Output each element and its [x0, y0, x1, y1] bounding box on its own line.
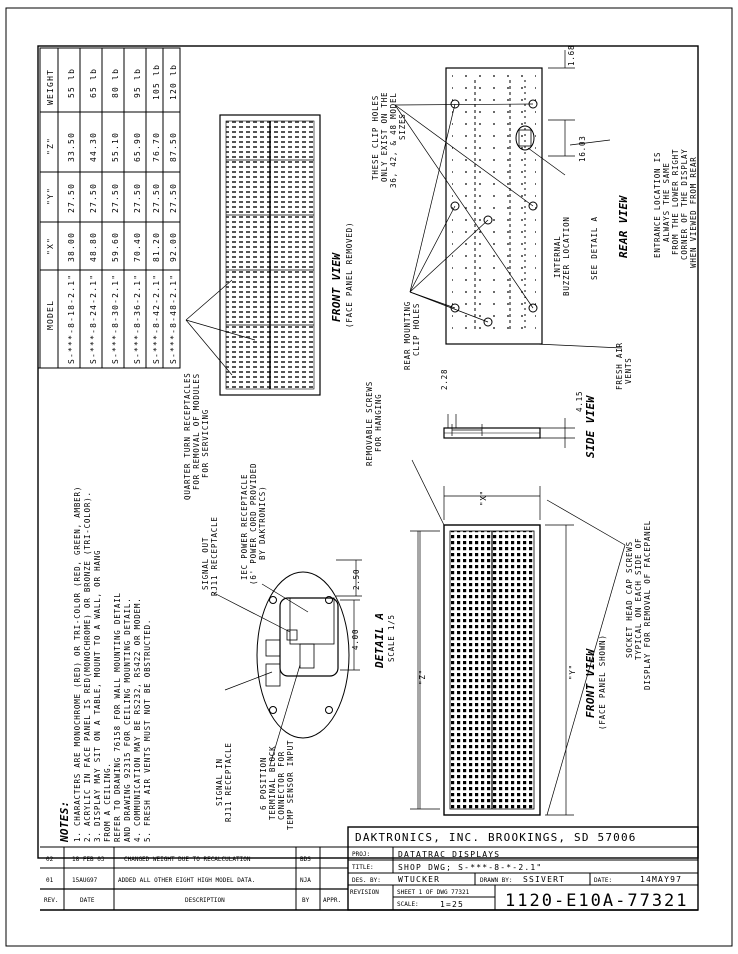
front-view-removed-subtitle: (FACE PANEL REMOVED): [345, 221, 354, 328]
drawing-number: 1120-E10A-77321: [505, 891, 689, 911]
table-cell: S-***-8-42-2.1": [152, 273, 161, 364]
dim-1603: 16.03: [578, 135, 587, 162]
front-view-removed-title: FRONT VIEW: [330, 252, 343, 322]
table-cell: S-***-8-48-2.1": [169, 273, 178, 364]
clip-holes-callout: THESE CLIP HOLES: [371, 94, 380, 180]
front-view-shown-title: FRONT VIEW: [584, 648, 597, 718]
rev-header: DATE: [80, 897, 95, 904]
detail-a-dims: [212, 560, 362, 765]
table-cell: 95 lb: [133, 67, 142, 98]
note-line: REFER TO DRAWING 76158 FOR WALL MOUNTING DETAIL: [113, 592, 122, 842]
rear-mounting-callout: CLIP HOLES: [412, 302, 421, 356]
table-cell: 76.70: [152, 131, 161, 162]
drawing-title: SHOP DWG; S-***-8-*-2.1": [398, 863, 543, 872]
table-row-42: [152, 64, 161, 364]
signal-in-label: RJ11 RECEPTACLE: [224, 742, 233, 822]
table-cell: 70.40: [133, 231, 142, 262]
front-view-shown-subtitle: (FACE PANEL SHOWN): [598, 634, 607, 730]
dim-415: 4.15: [575, 390, 584, 412]
removable-screws-callout: FOR HANGING: [374, 393, 383, 452]
date-label: DATE:: [594, 877, 613, 884]
detail-a-title: DETAIL A: [373, 612, 386, 668]
note-line: 4. COMMUNICATION MAY BE RS232, RS422 OR MODEM.: [133, 597, 142, 842]
removable-screws-callout: REMOVABLE SCREWS: [365, 380, 374, 466]
note-line: 1. CHARACTERS ARE MONOCHROME (RED) OR TRI-COLOR (RED, GREEN, AMBER): [73, 485, 82, 842]
des-by-label: DES. BY:: [352, 877, 381, 884]
dim-x: "X": [479, 490, 488, 506]
dim-400: 4.00: [351, 628, 360, 650]
fresh-air-callout: FRESH AIR: [615, 342, 624, 390]
table-cell: S-***-8-24-2.1": [89, 273, 98, 364]
rev-header: APPR.: [323, 897, 342, 904]
table-header-x: "X": [46, 236, 55, 255]
table-header-model: MODEL: [46, 299, 55, 330]
rear-mounting-callout: REAR MOUNTING: [403, 300, 412, 370]
clip-holes-callout: 36, 42, & 48 MODEL: [389, 92, 398, 188]
entrance-callout: FROM THE LOWER RIGHT: [671, 148, 680, 255]
designer: WTUCKER: [398, 875, 441, 884]
quarter-turn-callout: FOR REMOVAL OF MODULES: [192, 373, 201, 490]
table-cell: S-***-8-30-2.1": [111, 273, 120, 364]
rev-cell: BDS: [300, 856, 311, 863]
clip-holes-callout: SIZES: [398, 113, 407, 140]
quarter-turn-callout: FOR SERVICING: [201, 408, 210, 478]
detail-a-drawing: [257, 572, 349, 738]
buzzer-callout: BUZZER LOCATION: [562, 216, 571, 296]
table-cell: 27.50: [169, 182, 178, 213]
scale-value: 1=25: [440, 900, 465, 909]
rev-header: DESCRIPTION: [185, 897, 225, 904]
buzzer-callout: INTERNAL: [553, 235, 562, 278]
terminal-block-label: TEMP SENSOR INPUT: [286, 739, 295, 830]
terminal-block-label: TERMINAL BLOCK: [268, 745, 277, 820]
table-header-weight: WEIGHT: [46, 68, 55, 105]
note-line: FROM A CEILING.: [103, 762, 112, 842]
entrance-callout: WHEN VIEWED FROM REAR: [689, 156, 698, 268]
signal-out-label: RJ11 RECEPTACLE: [210, 516, 219, 596]
rev-cell: NJA: [300, 877, 311, 884]
table-header-y: "Y": [46, 186, 55, 205]
iec-power-label: BY DAKTRONICS): [258, 485, 267, 560]
table-cell: 48.80: [89, 231, 98, 262]
note-line: 3. DISPLAY MAY SIT ON A TABLE, MOUNT TO A WALL, OR HANG: [93, 549, 102, 842]
note-line: 5. FRESH AIR VENTS MUST NOT BE OBSTRUCTED.: [143, 618, 152, 842]
side-view-title: SIDE VIEW: [584, 395, 597, 458]
company-name: DAKTRONICS, INC. BROOKINGS, SD 57006: [355, 831, 637, 844]
table-cell: 65.90: [133, 131, 142, 162]
rev-cell: CHANGED WEIGHT DUE TO RECALCULATION: [124, 856, 251, 863]
table-cell: 27.50: [67, 182, 76, 213]
notes-title: NOTES:: [58, 800, 71, 842]
table-cell: S-***-8-36-2.1": [133, 273, 142, 364]
screws-callout: TYPICAL ON EACH SIDE OF: [634, 537, 643, 660]
front-view-shown-drawing: [444, 525, 540, 815]
table-cell: 55.10: [111, 131, 120, 162]
rear-view-title: REAR VIEW: [617, 195, 630, 258]
rev-header: BY: [302, 897, 310, 904]
table-header-z: "Z": [46, 136, 55, 155]
table-cell: S-***-8-18-2.1": [67, 273, 76, 364]
rev-cell: 18 FEB 03: [72, 856, 105, 863]
fresh-air-callout: VENTS: [624, 357, 633, 384]
screws-callout: DISPLAY FOR REMOVAL OF FACEPANEL: [643, 519, 652, 690]
table-row-48: [169, 64, 178, 364]
note-line: 2. ACRYLIC IN FACE PANEL IS RED(MONOCHROME) OR BRONZE (TRI-COLOR).: [83, 491, 92, 842]
dim-228: 2.28: [440, 368, 449, 390]
proj-label: PROJ:: [352, 851, 371, 858]
entrance-callout: ENTRANCE LOCATION IS: [653, 151, 662, 258]
table-cell: 65 lb: [89, 67, 98, 98]
dim-250: 2.50: [352, 568, 361, 590]
scale-label: SCALE:: [397, 901, 419, 908]
table-cell: 92.00: [169, 231, 178, 262]
rev-cell: 01: [46, 877, 54, 884]
note-line: AND DRAWING 92315 FOR CEILING MOUNTING DETAIL.: [123, 597, 132, 842]
signal-in-label: SIGNAL IN: [215, 758, 224, 806]
table-cell: 27.50: [152, 182, 161, 213]
table-cell: 27.50: [89, 182, 98, 213]
drafter: SSIVERT: [523, 875, 566, 884]
table-cell: 105 lb: [152, 63, 161, 100]
front-view-removed-drawing: [220, 115, 320, 395]
revision-label: REVISION: [350, 889, 379, 896]
title-label: TITLE:: [352, 864, 374, 871]
side-view-drawing: [444, 414, 575, 448]
project-name: DATATRAC DISPLAYS: [398, 850, 501, 859]
terminal-block-label: CONNECTOR FOR: [277, 750, 286, 820]
table-cell: 80 lb: [111, 67, 120, 98]
table-cell: 81.20: [152, 231, 161, 262]
table-cell: 44.30: [89, 131, 98, 162]
screws-callout: SOCKET HEAD CAP SCREWS: [625, 541, 634, 658]
signal-out-label: SIGNAL OUT: [201, 536, 210, 590]
terminal-block-label: 6 POSITION: [259, 756, 268, 810]
rev-cell: ADDED ALL OTHER EIGHT HIGH MODEL DATA.: [118, 877, 256, 884]
quarter-turn-callout: QUARTER TURN RECEPTACLES: [183, 372, 192, 500]
iec-power-label: (6' POWER CORD PROVIDED: [249, 462, 258, 585]
table-cell: 59.60: [111, 231, 120, 262]
rev-cell: 15AUG97: [72, 877, 98, 884]
entrance-callout: CORNER OF THE DISPLAY: [680, 148, 689, 260]
see-detail-a: SEE DETAIL A: [590, 216, 599, 280]
dim-z: "Z": [418, 669, 427, 685]
detail-a-scale: SCALE 1/5: [387, 614, 396, 662]
rear-view-drawing: [446, 68, 542, 344]
entrance-callout: ALWAYS THE SAME: [662, 162, 671, 242]
rev-cell: 02: [46, 856, 54, 863]
table-cell: 55 lb: [67, 67, 76, 98]
table-cell: 87.50: [169, 131, 178, 162]
iec-power-label: IEC POWER RECEPTACLE: [240, 473, 249, 580]
table-cell: 38.00: [67, 231, 76, 262]
table-cell: 120 lb: [169, 63, 178, 100]
table-cell: 27.50: [133, 182, 142, 213]
drawing-date: 14MAY97: [640, 875, 683, 884]
dim-y: "Y": [568, 664, 577, 680]
clip-holes-callout: ONLY EXIST ON THE: [380, 91, 389, 182]
rev-header: REV.: [44, 897, 59, 904]
table-cell: 33.50: [67, 131, 76, 162]
dim-168: 1.68: [567, 44, 576, 66]
sheet-info: SHEET 1 OF DWG 77321: [397, 889, 470, 896]
table-cell: 27.50: [111, 182, 120, 213]
drawn-by-label: DRAWN BY:: [480, 877, 513, 884]
